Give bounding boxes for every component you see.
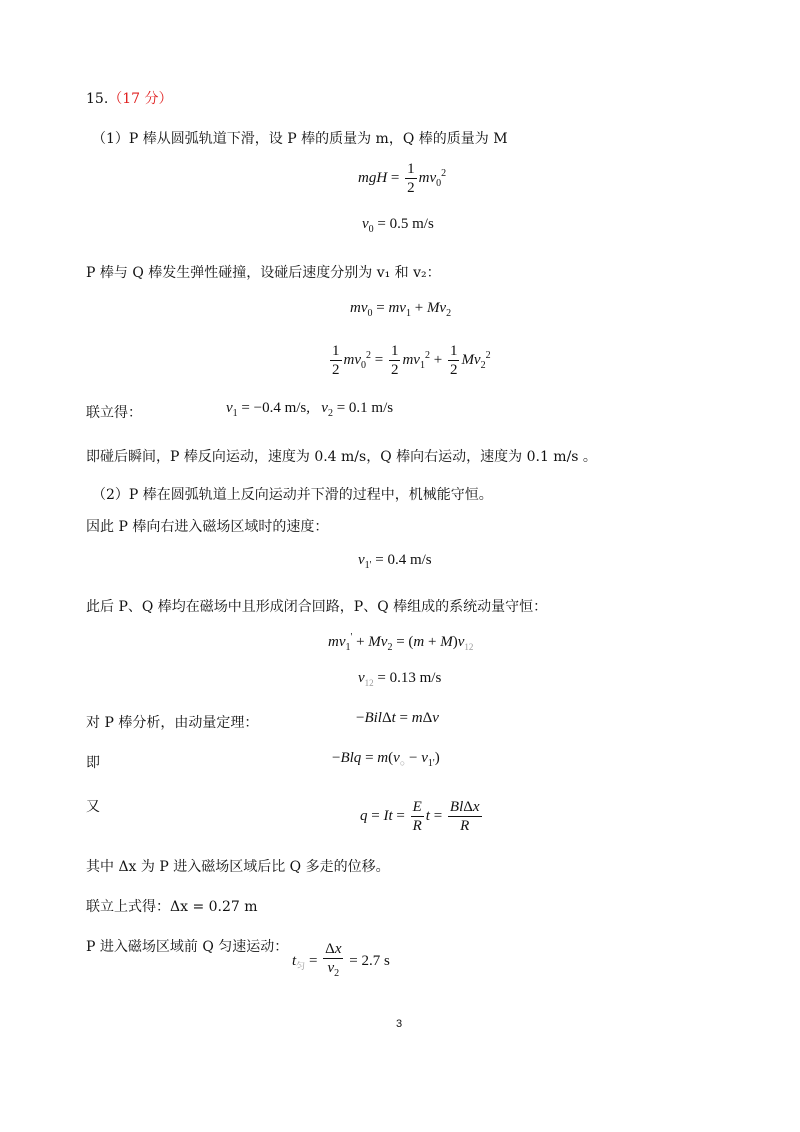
- problem-score: （17 分）: [108, 91, 173, 107]
- text-line-11: 其中 Δx 为 P 进入磁场区域后比 Q 多走的位移。: [86, 859, 390, 875]
- problem-number: [86, 88, 173, 108]
- equation-system-momentum: $mv_1' + Mv_2 = (m + M)v_{12}$: [328, 632, 474, 653]
- text-line-1: （1）P 棒从圆弧轨道下滑，设 P 棒的质量为 m，Q 棒的质量为 M: [92, 131, 508, 147]
- text-line-2: P 棒与 Q 棒发生弹性碰撞，设碰后速度分别为 v₁ 和 v₂：: [86, 265, 441, 281]
- equation-charge: q = It = $\frac{E}{R}$ t = $\frac{\text{BlΔx}}{R}$: [360, 799, 480, 834]
- equation-v0: $v_0 = 0.5$ m/s: [362, 216, 434, 235]
- text-line-9: 即: [86, 755, 100, 771]
- text-line-4: 即碰后瞬间，P 棒反向运动，速度为 0.4 m/s，Q 棒向右运动，速度为 0.1 m/s 。: [86, 449, 597, 465]
- text-line-13: P 进入磁场区域前 Q 匀速运动：: [86, 939, 289, 955]
- equation-momentum: $mv_0 = mv_1 + Mv_2$: [350, 300, 452, 319]
- equation-v1prime: $v_{1'} = 0.4$ m/s: [358, 552, 432, 571]
- equation-energy: mgH = $\frac{1}{2}$ $mv_0^2$: [358, 161, 447, 196]
- text-line-10: 又: [86, 799, 100, 815]
- text-line-5: （2）P 棒在圆弧轨道上反向运动并下滑的过程中，机械能守恒。: [92, 487, 493, 503]
- equation-time: $t_匀$ = $\frac{\Delta x}{v_2}$ = 2.7 s: [292, 941, 390, 979]
- equation-results: $v_1 = -0.4$ m/s, $v_2 = 0.1$ m/s: [226, 400, 394, 419]
- equation-elastic-energy: $\frac{1}{2}$ $mv_0^2$ = $\frac{1}{2}$ $mv_1^2$ + $\frac{1}{2}$ $Mv_2^2$: [332, 343, 491, 378]
- text-line-7: 此后 P、Q 棒均在磁场中且形成闭合回路，P、Q 棒组成的系统动量守恒：: [86, 599, 548, 615]
- text-line-6: 因此 P 棒向右进入磁场区域时的速度：: [86, 519, 329, 535]
- text-line-8: 对 P 棒分析，由动量定理：: [86, 715, 259, 731]
- text-line-3: 联立得：: [86, 405, 142, 421]
- text-line-12: 联立上式得：Δx = 0.27 m: [86, 899, 258, 915]
- page-number: 3: [396, 1018, 403, 1030]
- equation-v12: $v_{12} = 0.13$ m/s: [358, 670, 442, 688]
- problem-number-text: 15.: [86, 91, 109, 107]
- equation-impulse: −BilΔt = mΔv: [356, 710, 439, 726]
- equation-charge-impulse: $-Blq = m(v_○ - v_{1'})$: [332, 750, 440, 769]
